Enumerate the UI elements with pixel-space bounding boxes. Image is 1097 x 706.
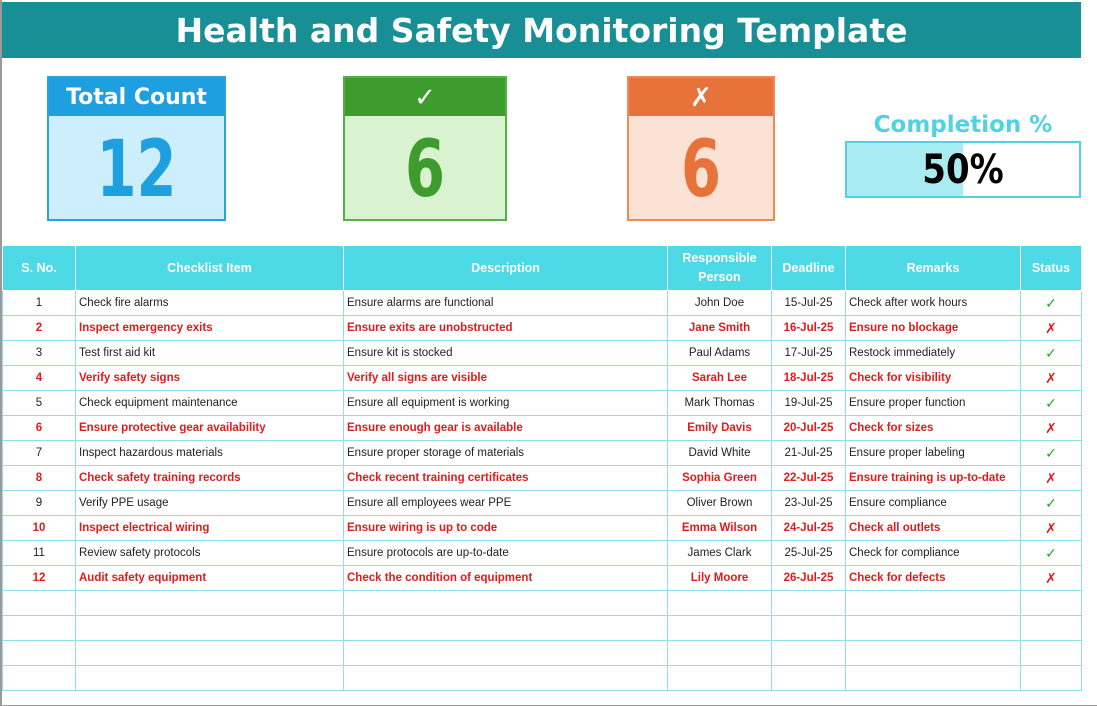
cell-person[interactable]: Sophia Green xyxy=(668,466,772,491)
pending-count-card xyxy=(627,76,775,221)
empty-cell[interactable] xyxy=(3,666,76,691)
cell-deadline[interactable]: 26-Jul-25 xyxy=(772,566,846,591)
cell-remarks[interactable]: Restock immediately xyxy=(846,341,1021,366)
page-title: Health and Safety Monitoring Template xyxy=(2,2,1081,58)
cell-person[interactable]: Lily Moore xyxy=(668,566,772,591)
cell-item[interactable]: Audit safety equipment xyxy=(76,566,344,591)
cell-deadline[interactable]: 19-Jul-25 xyxy=(772,391,846,416)
cell-deadline[interactable]: 17-Jul-25 xyxy=(772,341,846,366)
cell-desc[interactable]: Ensure exits are unobstructed xyxy=(344,316,668,341)
cell-desc[interactable]: Check recent training certificates xyxy=(344,466,668,491)
cell-sno[interactable]: 1 xyxy=(3,291,76,316)
empty-cell[interactable] xyxy=(76,591,344,616)
cell-status[interactable] xyxy=(1021,516,1082,541)
cell-remarks[interactable]: Ensure no blockage xyxy=(846,316,1021,341)
checklist-table xyxy=(2,245,1082,691)
empty-cell[interactable] xyxy=(3,641,76,666)
empty-cell[interactable] xyxy=(846,666,1021,691)
cell-item[interactable]: Check fire alarms xyxy=(76,291,344,316)
cell-sno[interactable]: 8 xyxy=(3,466,76,491)
total-count-value: 12 xyxy=(96,124,177,215)
cell-desc[interactable]: Ensure proper storage of materials xyxy=(344,441,668,466)
table-row xyxy=(3,391,1082,416)
empty-table-row xyxy=(3,616,1082,641)
cell-remarks[interactable]: Check after work hours xyxy=(846,291,1021,316)
empty-cell[interactable] xyxy=(668,641,772,666)
cell-item[interactable]: Verify safety signs xyxy=(76,366,344,391)
empty-cell[interactable] xyxy=(344,591,668,616)
check-icon: ✓ xyxy=(1045,344,1057,361)
cell-desc[interactable]: Ensure protocols are up-to-date xyxy=(344,541,668,566)
cell-sno[interactable]: 9 xyxy=(3,491,76,516)
cell-sno[interactable]: 5 xyxy=(3,391,76,416)
empty-cell[interactable] xyxy=(772,641,846,666)
cell-remarks[interactable]: Check for visibility xyxy=(846,366,1021,391)
cell-deadline[interactable]: 22-Jul-25 xyxy=(772,466,846,491)
cell-status[interactable] xyxy=(1021,416,1082,441)
table-row xyxy=(3,516,1082,541)
empty-cell[interactable] xyxy=(344,616,668,641)
empty-cell[interactable] xyxy=(668,666,772,691)
cell-status[interactable] xyxy=(1021,341,1082,366)
col-header-status[interactable]: Status xyxy=(1021,246,1082,291)
cell-remarks[interactable]: Check for defects xyxy=(846,566,1021,591)
cell-remarks[interactable]: Check all outlets xyxy=(846,516,1021,541)
empty-cell[interactable] xyxy=(1021,616,1082,641)
cross-icon: ✗ xyxy=(629,78,773,116)
check-icon: ✓ xyxy=(1045,544,1057,561)
empty-cell[interactable] xyxy=(3,616,76,641)
cell-status[interactable] xyxy=(1021,291,1082,316)
empty-cell[interactable] xyxy=(772,616,846,641)
col-header-deadline[interactable]: Deadline xyxy=(772,246,846,291)
cell-desc[interactable]: Ensure wiring is up to code xyxy=(344,516,668,541)
cell-person[interactable]: Emily Davis xyxy=(668,416,772,441)
cell-person[interactable]: David White xyxy=(668,441,772,466)
cell-sno[interactable]: 4 xyxy=(3,366,76,391)
empty-cell[interactable] xyxy=(772,591,846,616)
empty-cell[interactable] xyxy=(344,666,668,691)
table-row xyxy=(3,341,1082,366)
check-icon: ✓ xyxy=(1045,394,1057,411)
empty-table-row xyxy=(3,666,1082,691)
cell-status[interactable] xyxy=(1021,491,1082,516)
cell-item[interactable]: Inspect electrical wiring xyxy=(76,516,344,541)
col-header-sno[interactable]: S. No. xyxy=(3,246,76,291)
cross-icon: ✗ xyxy=(1045,369,1057,386)
check-icon: ✓ xyxy=(345,78,505,116)
empty-cell[interactable] xyxy=(846,616,1021,641)
cell-desc[interactable]: Ensure all equipment is working xyxy=(344,391,668,416)
cell-item[interactable]: Check equipment maintenance xyxy=(76,391,344,416)
completed-count-value: 6 xyxy=(404,124,446,215)
cell-desc[interactable]: Ensure all employees wear PPE xyxy=(344,491,668,516)
cell-item[interactable]: Inspect hazardous materials xyxy=(76,441,344,466)
cell-status[interactable] xyxy=(1021,366,1082,391)
cell-item[interactable]: Check safety training records xyxy=(76,466,344,491)
cell-status[interactable] xyxy=(1021,391,1082,416)
cell-status[interactable] xyxy=(1021,441,1082,466)
empty-cell[interactable] xyxy=(846,591,1021,616)
cell-desc[interactable]: Ensure enough gear is available xyxy=(344,416,668,441)
cell-desc[interactable]: Ensure kit is stocked xyxy=(344,341,668,366)
cell-person[interactable]: Mark Thomas xyxy=(668,391,772,416)
cross-icon: ✗ xyxy=(1045,469,1057,486)
cell-sno[interactable]: 3 xyxy=(3,341,76,366)
table-row xyxy=(3,566,1082,591)
empty-cell[interactable] xyxy=(1021,591,1082,616)
empty-cell[interactable] xyxy=(772,666,846,691)
cell-deadline[interactable]: 20-Jul-25 xyxy=(772,416,846,441)
check-icon: ✓ xyxy=(1045,294,1057,311)
cell-remarks[interactable]: Ensure proper labeling xyxy=(846,441,1021,466)
cell-sno[interactable]: 12 xyxy=(3,566,76,591)
cell-item[interactable]: Ensure protective gear availability xyxy=(76,416,344,441)
empty-cell[interactable] xyxy=(3,591,76,616)
pending-count-value: 6 xyxy=(680,124,722,215)
table-row xyxy=(3,441,1082,466)
cell-deadline[interactable]: 16-Jul-25 xyxy=(772,316,846,341)
completion-progress-bar xyxy=(845,141,1081,198)
cell-person[interactable]: James Clark xyxy=(668,541,772,566)
cell-deadline[interactable]: 15-Jul-25 xyxy=(772,291,846,316)
cell-deadline[interactable]: 23-Jul-25 xyxy=(772,491,846,516)
cell-sno[interactable]: 2 xyxy=(3,316,76,341)
cell-person[interactable]: Jane Smith xyxy=(668,316,772,341)
completed-count-card xyxy=(343,76,507,221)
cross-icon: ✗ xyxy=(1045,519,1057,536)
cell-sno[interactable]: 7 xyxy=(3,441,76,466)
cell-remarks[interactable]: Ensure training is up-to-date xyxy=(846,466,1021,491)
cell-status[interactable] xyxy=(1021,566,1082,591)
empty-table-row xyxy=(3,641,1082,666)
cell-sno[interactable]: 11 xyxy=(3,541,76,566)
empty-cell[interactable] xyxy=(344,641,668,666)
cell-status[interactable] xyxy=(1021,316,1082,341)
empty-cell[interactable] xyxy=(1021,641,1082,666)
cell-remarks[interactable]: Check for compliance xyxy=(846,541,1021,566)
empty-cell[interactable] xyxy=(76,666,344,691)
cell-remarks[interactable]: Check for sizes xyxy=(846,416,1021,441)
empty-cell[interactable] xyxy=(76,641,344,666)
cell-item[interactable]: Test first aid kit xyxy=(76,341,344,366)
cell-sno[interactable]: 6 xyxy=(3,416,76,441)
cell-item[interactable]: Inspect emergency exits xyxy=(76,316,344,341)
empty-cell[interactable] xyxy=(668,591,772,616)
cell-sno[interactable]: 10 xyxy=(3,516,76,541)
cell-person[interactable]: John Doe xyxy=(668,291,772,316)
cell-desc[interactable]: Verify all signs are visible xyxy=(344,366,668,391)
cell-deadline[interactable]: 18-Jul-25 xyxy=(772,366,846,391)
total-count-card xyxy=(47,76,226,221)
cell-status[interactable] xyxy=(1021,466,1082,491)
completion-label: Completion % xyxy=(873,112,1053,138)
table-row xyxy=(3,491,1082,516)
col-header-description[interactable]: Description xyxy=(344,246,668,291)
table-row xyxy=(3,466,1082,491)
cell-item[interactable]: Review safety protocols xyxy=(76,541,344,566)
empty-cell[interactable] xyxy=(1021,666,1082,691)
cross-icon: ✗ xyxy=(1045,569,1057,586)
check-icon: ✓ xyxy=(1045,494,1057,511)
empty-table-row xyxy=(3,591,1082,616)
table-row xyxy=(3,316,1082,341)
empty-cell[interactable] xyxy=(76,616,344,641)
cell-deadline[interactable]: 24-Jul-25 xyxy=(772,516,846,541)
empty-cell[interactable] xyxy=(668,616,772,641)
cell-person[interactable]: Paul Adams xyxy=(668,341,772,366)
check-icon: ✓ xyxy=(1045,444,1057,461)
empty-cell[interactable] xyxy=(846,641,1021,666)
completion-percent: 50% xyxy=(922,146,1004,193)
col-header-responsible-person[interactable]: Responsible Person xyxy=(668,246,772,291)
cell-item[interactable]: Verify PPE usage xyxy=(76,491,344,516)
table-header-row xyxy=(3,246,1082,291)
col-header-remarks[interactable]: Remarks xyxy=(846,246,1021,291)
cell-desc[interactable]: Check the condition of equipment xyxy=(344,566,668,591)
col-header-checklist-item[interactable]: Checklist Item xyxy=(76,246,344,291)
cell-deadline[interactable]: 21-Jul-25 xyxy=(772,441,846,466)
table-row xyxy=(3,291,1082,316)
cell-remarks[interactable]: Ensure proper function xyxy=(846,391,1021,416)
cross-icon: ✗ xyxy=(1045,319,1057,336)
cell-status[interactable] xyxy=(1021,541,1082,566)
cell-remarks[interactable]: Ensure compliance xyxy=(846,491,1021,516)
cell-deadline[interactable]: 25-Jul-25 xyxy=(772,541,846,566)
cell-person[interactable]: Emma Wilson xyxy=(668,516,772,541)
table-row xyxy=(3,416,1082,441)
cell-desc[interactable]: Ensure alarms are functional xyxy=(344,291,668,316)
table-row xyxy=(3,366,1082,391)
cell-person[interactable]: Oliver Brown xyxy=(668,491,772,516)
cell-person[interactable]: Sarah Lee xyxy=(668,366,772,391)
total-count-label: Total Count xyxy=(49,78,224,116)
cross-icon: ✗ xyxy=(1045,419,1057,436)
table-row xyxy=(3,541,1082,566)
